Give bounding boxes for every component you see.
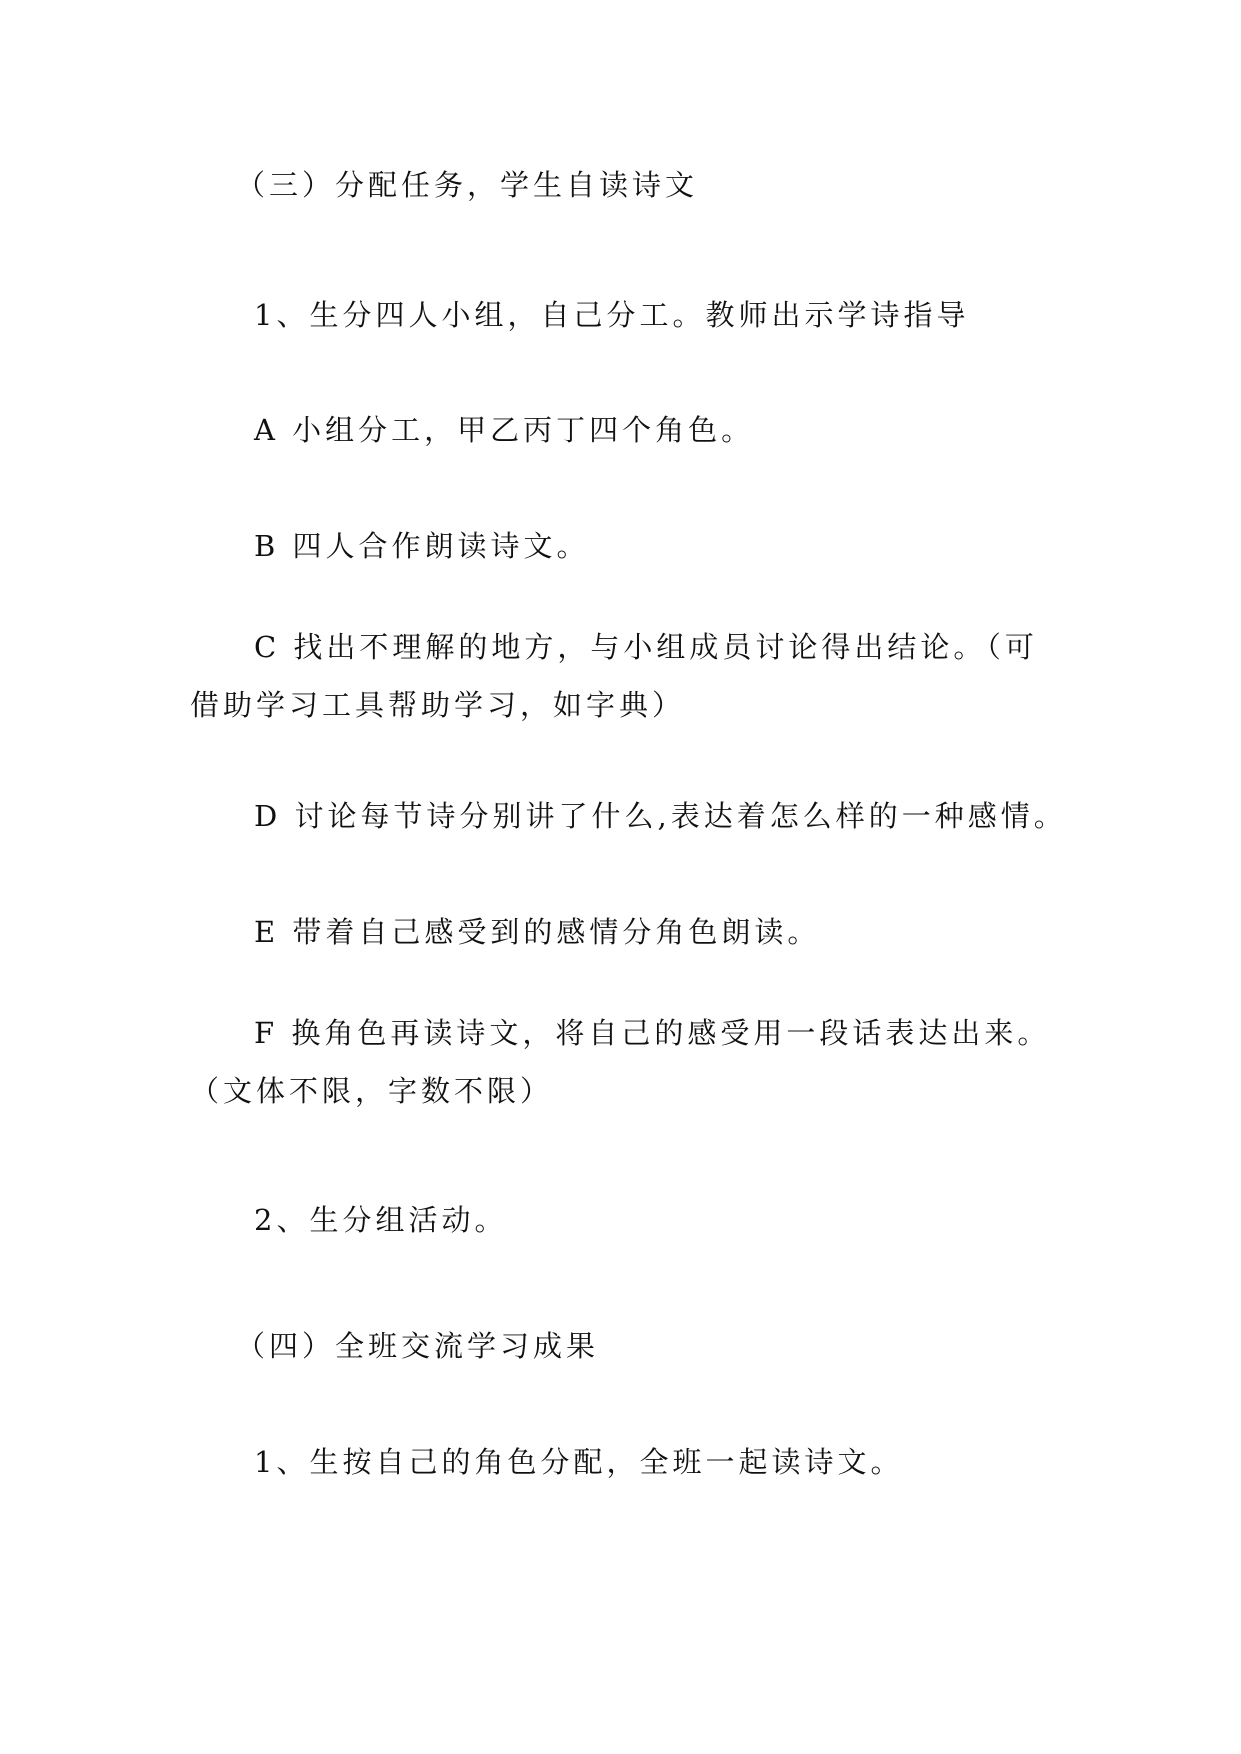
step-1-text: 1、生分四人小组，自己分工。教师出示学诗指导 [254, 298, 970, 332]
item-a-text: A 小组分工，甲乙丙丁四个角色。 [254, 413, 755, 447]
item-f-text: F 换角色再读诗文，将自己的感受用一段话表达出来。（文体不限，字数不限） [190, 1016, 1051, 1108]
item-b-text: B 四人合作朗读诗文。 [254, 529, 590, 563]
step-4-1-text: 1、生按自己的角色分配，全班一起读诗文。 [254, 1445, 904, 1479]
section-4-heading: （四）全班交流学习成果 [236, 1329, 600, 1363]
step-2-text: 2、生分组活动。 [254, 1203, 508, 1237]
section-3-heading: （三）分配任务，学生自读诗文 [236, 168, 699, 202]
item-c-text: C 找出不理解的地方，与小组成员讨论得出结论。（可借助学习工具帮助学习，如字典） [190, 630, 1038, 722]
item-d-text: D 讨论每节诗分别讲了什么,表达着怎么样的一种感情。 [254, 799, 1067, 833]
item-e-text: E 带着自己感受到的感情分角色朗读。 [254, 915, 821, 949]
